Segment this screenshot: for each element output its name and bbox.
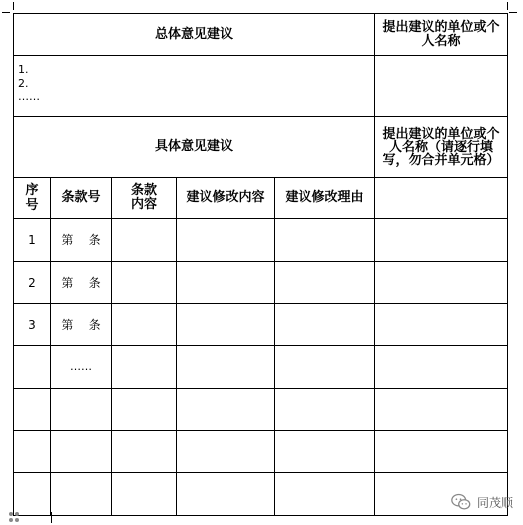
column-header-revise-reason: 建议修改理由	[285, 190, 364, 205]
row-seq	[14, 346, 50, 388]
table-divider	[111, 177, 112, 516]
specific-header: 具体意见建议	[154, 139, 233, 154]
row-clause	[51, 431, 111, 472]
row-clause: 第 条	[61, 317, 101, 332]
column-header-seq: 序号	[25, 183, 39, 213]
row-seq: 1	[28, 233, 36, 247]
row-clause: 第 条	[61, 275, 101, 290]
table-divider	[374, 13, 375, 516]
table-border-right	[507, 13, 508, 516]
crop-mark	[2, 12, 10, 13]
column-header-clause-no: 条款号	[61, 190, 101, 205]
wechat-icon	[450, 491, 472, 513]
proposer-header: 提出建议的单位或个人名称	[382, 19, 500, 49]
row-seq	[14, 431, 50, 472]
crop-mark	[509, 12, 517, 13]
row-seq	[14, 389, 50, 430]
crop-mark	[13, 2, 14, 10]
overall-items	[18, 63, 368, 104]
row-seq: 3	[28, 317, 36, 332]
overall-header: 总体意见建议	[154, 26, 233, 42]
table-rule	[13, 55, 508, 56]
row-clause: 第 条	[61, 233, 101, 247]
proposer-header-detail: 提出建议的单位或个人名称（请逐行填写，勿合并单元格）	[382, 126, 500, 168]
table-divider	[176, 177, 177, 516]
row-clause	[51, 473, 111, 515]
row-clause: ……	[70, 360, 92, 373]
text-cursor	[51, 512, 52, 523]
drag-handle-icon[interactable]	[9, 512, 19, 522]
row-clause	[51, 389, 111, 430]
row-seq	[14, 473, 50, 515]
table-divider	[274, 177, 275, 516]
crop-mark	[507, 2, 508, 10]
table-border-bottom	[13, 515, 508, 516]
overall-item: ……	[18, 90, 40, 103]
overall-item: 1.	[18, 63, 29, 76]
watermark-text: 同茂顺	[476, 495, 513, 510]
row-seq: 2	[28, 275, 36, 290]
overall-item: 2.	[18, 76, 29, 90]
watermark	[450, 491, 513, 513]
column-header-clause-content: 条款内容	[130, 183, 157, 212]
column-header-revise-content: 建议修改内容	[186, 190, 265, 205]
